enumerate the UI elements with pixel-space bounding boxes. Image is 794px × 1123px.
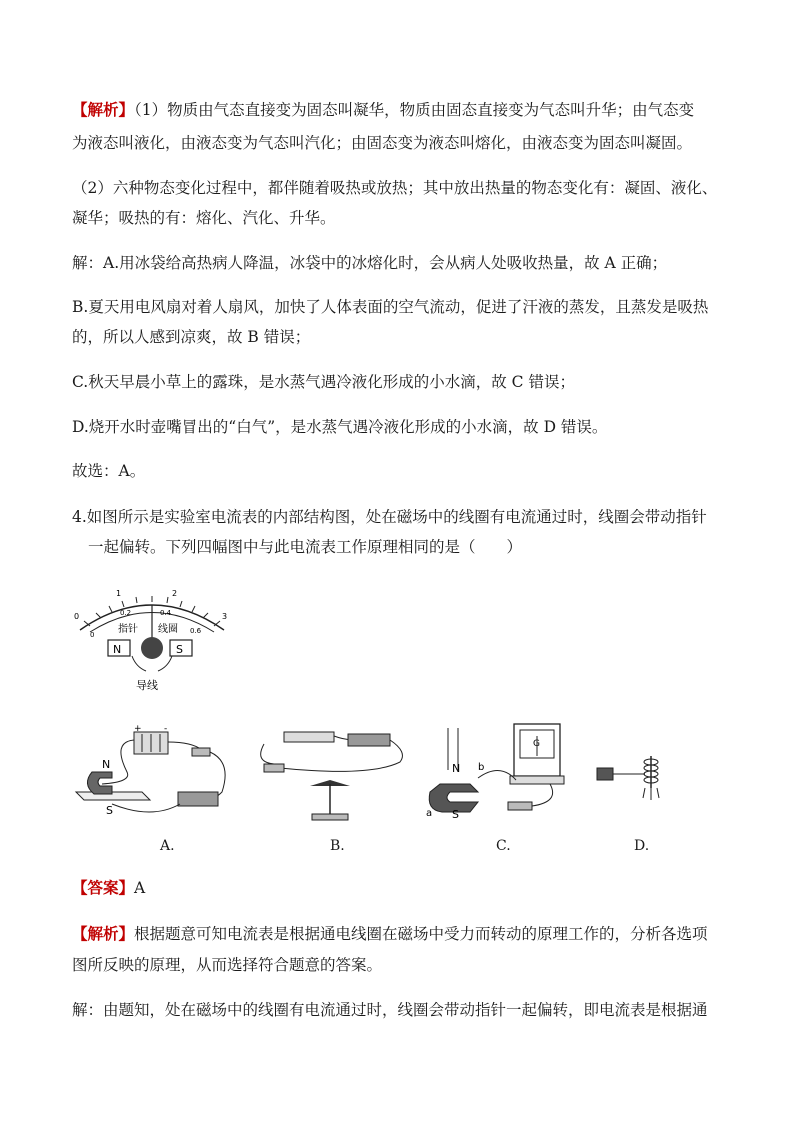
analysis1-line1 — [72, 100, 694, 120]
option-c-a: a — [426, 808, 433, 819]
option-c-n: N — [452, 762, 461, 775]
answer-tag: 【答案】 — [72, 878, 135, 897]
solution-c: C.秋天早晨小草上的露珠，是水蒸气遇冷液化形成的小水滴，故 C 错误； — [72, 373, 575, 391]
option-a-label: A. — [160, 838, 175, 854]
solution-d: D.烧开水时壶嘴冒出的“白气”，是水蒸气遇冷液化形成的小水滴，故 D 错误。 — [72, 418, 608, 436]
wire-label: 导线 — [136, 679, 158, 692]
analysis-tag: 【解析】 — [72, 100, 135, 119]
option-c-label: C. — [496, 838, 511, 854]
scale-top-2: 2 — [172, 589, 178, 598]
analysis2-line2: 凝华；吸热的有：熔化、汽化、升华。 — [72, 209, 336, 227]
answer-value: A — [134, 879, 146, 897]
option-c-figure — [420, 722, 570, 827]
option-a-s: S — [106, 804, 113, 817]
option-c-s: S — [452, 808, 459, 821]
scale-end-right: 3 — [222, 612, 228, 621]
option-a-figure — [72, 722, 247, 827]
option-c-b: b — [478, 762, 485, 773]
analysis1-text1: （1）物质由气态直接变为固态叫凝华，物质由固态直接变为气态叫升华；由气态变 — [134, 101, 695, 119]
option-a-n: N — [102, 758, 111, 771]
analysis3-line1 — [72, 924, 708, 944]
analysis1-line2: 为液态叫液化，由液态变为气态叫汽化；由固态变为液态叫熔化，由液态变为固态叫凝固。 — [72, 134, 693, 152]
analysis2-line1: （2）六种物态变化过程中，都伴随着吸热或放热；其中放出热量的物态变化有：凝固、液化、 — [72, 179, 718, 197]
option-b-label: B. — [330, 838, 345, 854]
solution-b1: B.夏天用电风扇对着人扇风，加快了人体表面的空气流动，促进了汗液的蒸发，且蒸发是吸热 — [72, 298, 709, 316]
solution-a: 解：A.用冰袋给高热病人降温，冰袋中的冰熔化时，会从病人处吸收热量，故 A 正确； — [72, 254, 668, 272]
ammeter-structure-figure — [72, 585, 232, 695]
option-d-figure — [585, 742, 675, 812]
solution-choice: 故选：A。 — [72, 462, 146, 480]
meter-s-pole: S — [176, 643, 183, 656]
question4-line1: 4.如图所示是实验室电流表的内部结构图，处在磁场中的线圈有电流通过时，线圈会带动指针 — [72, 508, 707, 526]
coil-label: 线圈 — [158, 624, 178, 635]
scale-end-left: 0 — [74, 612, 80, 621]
scale-top-1: 1 — [116, 589, 122, 598]
scale-bottom-04: 0.4 — [160, 609, 172, 617]
scale-bottom-0: 0 — [90, 631, 95, 639]
galvanometer-g: G — [533, 739, 540, 749]
option-b-figure — [250, 722, 410, 827]
solution-b2: 的，所以人感到凉爽，故 B 错误； — [72, 328, 311, 346]
analysis3-line2: 图所反映的原理，从而选择符合题意的答案。 — [72, 956, 383, 974]
scale-bottom-02: 0.2 — [120, 609, 132, 617]
scale-bottom-06: 0.6 — [190, 627, 202, 635]
meter-n-pole: N — [113, 643, 122, 656]
answer-line — [72, 878, 145, 898]
analysis3-text1: 根据题意可知电流表是根据通电线圈在磁场中受力而转动的原理工作的，分析各选项 — [134, 925, 708, 943]
battery-plus: + — [134, 724, 142, 734]
final-line1: 解：由题知，处在磁场中的线圈有电流通过时，线圈会带动指针一起偏转，即电流表是根据通 — [72, 1001, 708, 1019]
pointer-label: 指针 — [118, 624, 138, 635]
battery-minus: - — [164, 724, 168, 734]
question4-line2: 一起偏转。下列四幅图中与此电流表工作原理相同的是（ ） — [88, 538, 523, 556]
analysis3-tag: 【解析】 — [72, 924, 135, 943]
option-d-label: D. — [634, 838, 650, 854]
